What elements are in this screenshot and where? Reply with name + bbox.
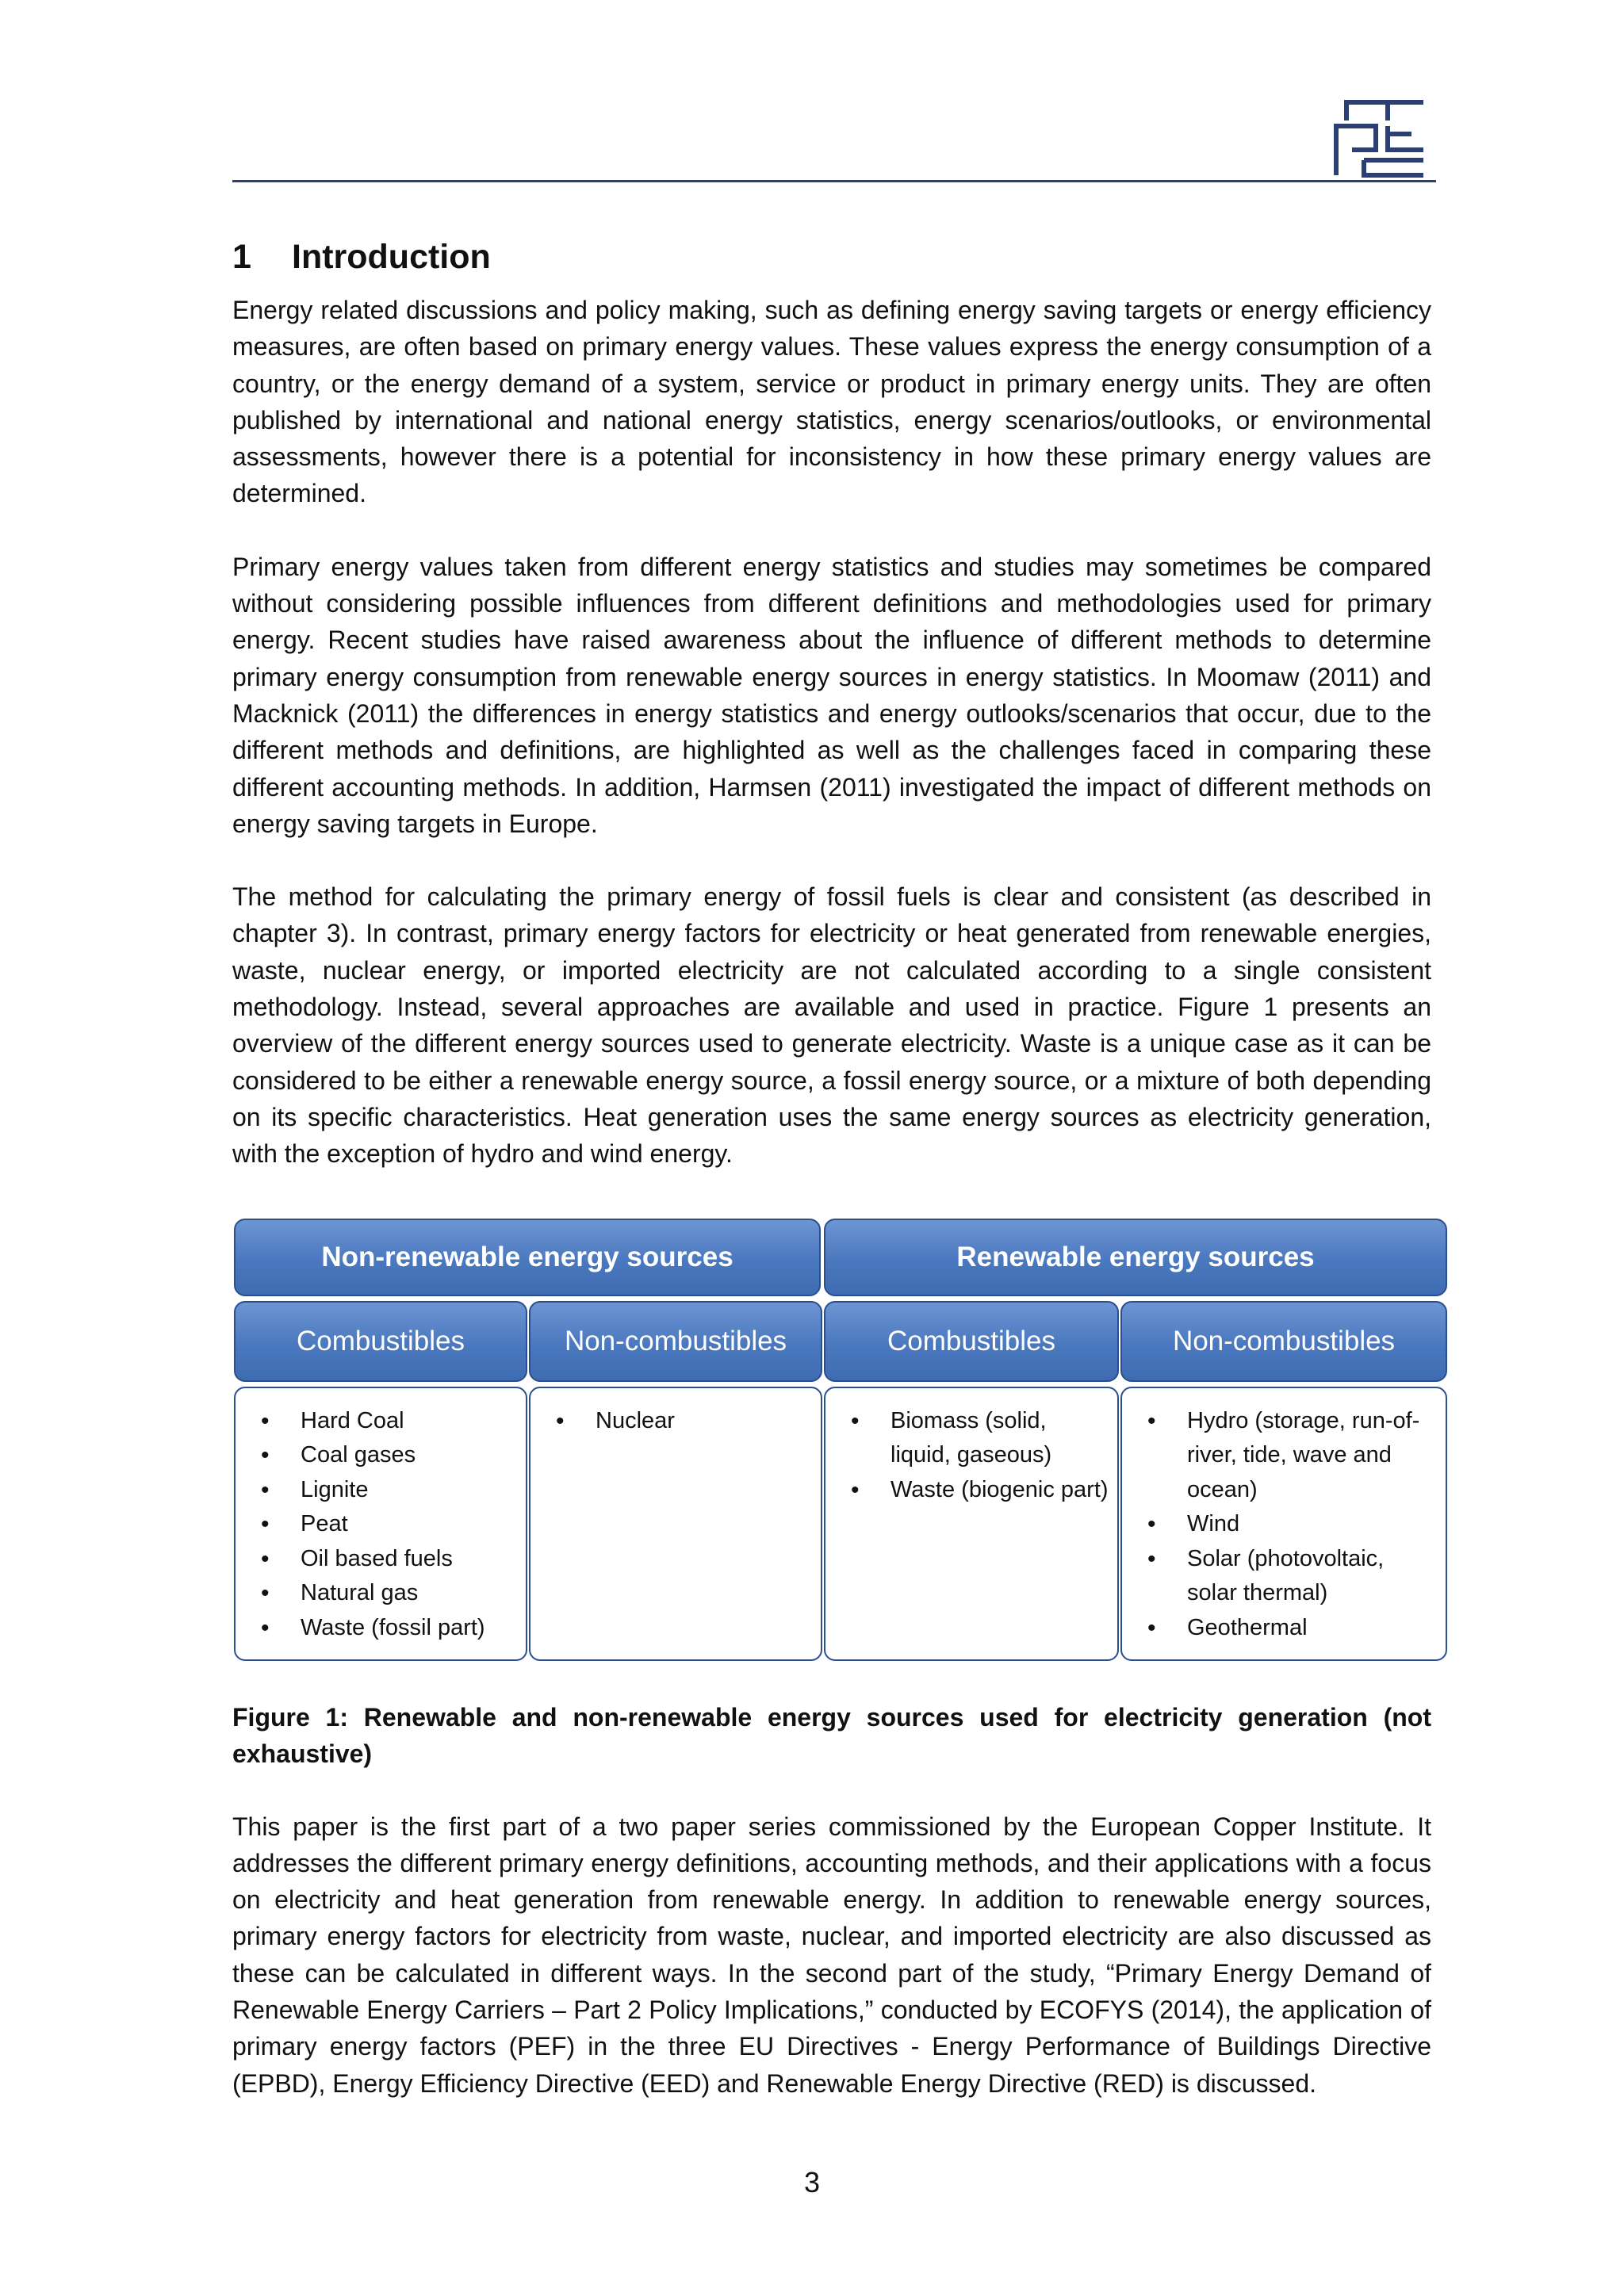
section-heading (232, 232, 1431, 282)
page-content (232, 232, 1431, 2138)
list-item: • Lignite (261, 1473, 518, 1508)
section-number: 1 (232, 238, 251, 276)
list-item: • Oil based fuels (261, 1542, 518, 1577)
list-item: • Nuclear (556, 1404, 813, 1439)
page-number: 3 (803, 2166, 821, 2198)
list-item: • Geothermal (1147, 1611, 1438, 1646)
column-header-combustibles-renewable: Combustibles (824, 1301, 1119, 1382)
header-rule (232, 180, 1436, 182)
paragraph-4: This paper is the first part of a two paper series commissioned by the European Copper Institute. It addresses the different primary energy definitions, accounting methods, and their applications with a focus on electricity and heat generation from renewable energy. In addition to renewable energy sources, primary energy factors for electricity from waste, nuclear, and imported electricity are also discussed as these can be calculated in different ways. In the second part of the study, “Primary Energy Demand of Renewable Energy Carriers – Part 2 Policy Implications,” conducted by ECOFYS (2014), the application of primary energy factors (PEF) in the three EU Directives - Energy Performance of Buildings Directive (EPBD), Energy Efficiency Directive (EED) and Renewable Energy Directive (RED) is discussed. (232, 1812, 1431, 2098)
list-noncombustibles-renewable (1120, 1387, 1447, 1661)
group-header-non-renewable: Non-renewable energy sources (234, 1219, 821, 1296)
list-item: • Biomass (solid, liquid, gaseous) (851, 1404, 1109, 1473)
section-title: Introduction (292, 238, 491, 276)
column-header-combustibles-nonrenewable: Combustibles (234, 1301, 527, 1382)
column-header-noncombustibles-nonrenewable: Non-combustibles (529, 1301, 822, 1382)
paragraph-2: Primary energy values taken from different energy statistics and studies may sometimes be compared without considering possible influences from different definitions and methodologies used for primary energy. Recent studies have raised awareness about the influence of different methods to determine primary energy consumption from renewable energy sources in energy statistics. In Moomaw (2011) and Macknick (2011) the differences in energy statistics and energy outlooks/scenarios that occur, due to the different methods and definitions, are highlighted as well as the challenges faced in comparing these different accounting methods. In addition, Harmsen (2011) investigated the impact of different methods on energy saving targets in Europe. (232, 552, 1431, 838)
figure-caption: Figure 1: Renewable and non-renewable energy sources used for electricity generation (not exhaustive) (232, 1702, 1431, 1768)
paragraph-3: The method for calculating the primary energy of fossil fuels is clear and consistent (as described in chapter 3). In contrast, primary energy factors for electricity or heat generated from renewable energies, waste, nuclear energy, or imported electricity are not calculated according to a single consistent methodology. Instead, several approaches are available and used in practice. Figure 1 presents an overview of the different energy sources used to generate electricity. Waste is a unique case as it can be considered to be either a renewable energy source, a fossil energy source, or a mixture of both depending on its specific characteristics. Heat generation uses the same energy sources as electricity generation, with the exception of hydro and wind energy. (232, 882, 1431, 1169)
list-item: • Hard Coal (261, 1404, 518, 1439)
pe-logo-icon (1332, 98, 1427, 178)
list-item: • Natural gas (261, 1576, 518, 1611)
list-item: • Solar (photovoltaic, solar thermal) (1147, 1542, 1438, 1611)
list-item: • Waste (fossil part) (261, 1611, 518, 1646)
energy-sources-figure (234, 1219, 1447, 1669)
list-combustibles-nonrenewable (234, 1387, 527, 1661)
column-header-noncombustibles-renewable: Non-combustibles (1120, 1301, 1447, 1382)
paragraph-1: Energy related discussions and policy making, such as defining energy saving targets or energy efficiency measures, are often based on primary energy values. These values express the energy consumption of a country, or the energy demand of a system, service or product in primary energy units. They are often published by international and national energy statistics, energy scenarios/outlooks, or environmental assessments, however there is a potential for inconsistency in how these primary energy values are determined. (232, 296, 1431, 508)
list-noncombustibles-nonrenewable (529, 1387, 822, 1661)
list-item: • Wind (1147, 1507, 1438, 1542)
group-header-renewable: Renewable energy sources (824, 1219, 1447, 1296)
list-item: • Coal gases (261, 1438, 518, 1473)
list-combustibles-renewable (824, 1387, 1119, 1661)
list-item: • Waste (biogenic part) (851, 1473, 1109, 1508)
list-item: • Hydro (storage, run-of-river, tide, wave and ocean) (1147, 1404, 1438, 1508)
list-item: • Peat (261, 1507, 518, 1542)
